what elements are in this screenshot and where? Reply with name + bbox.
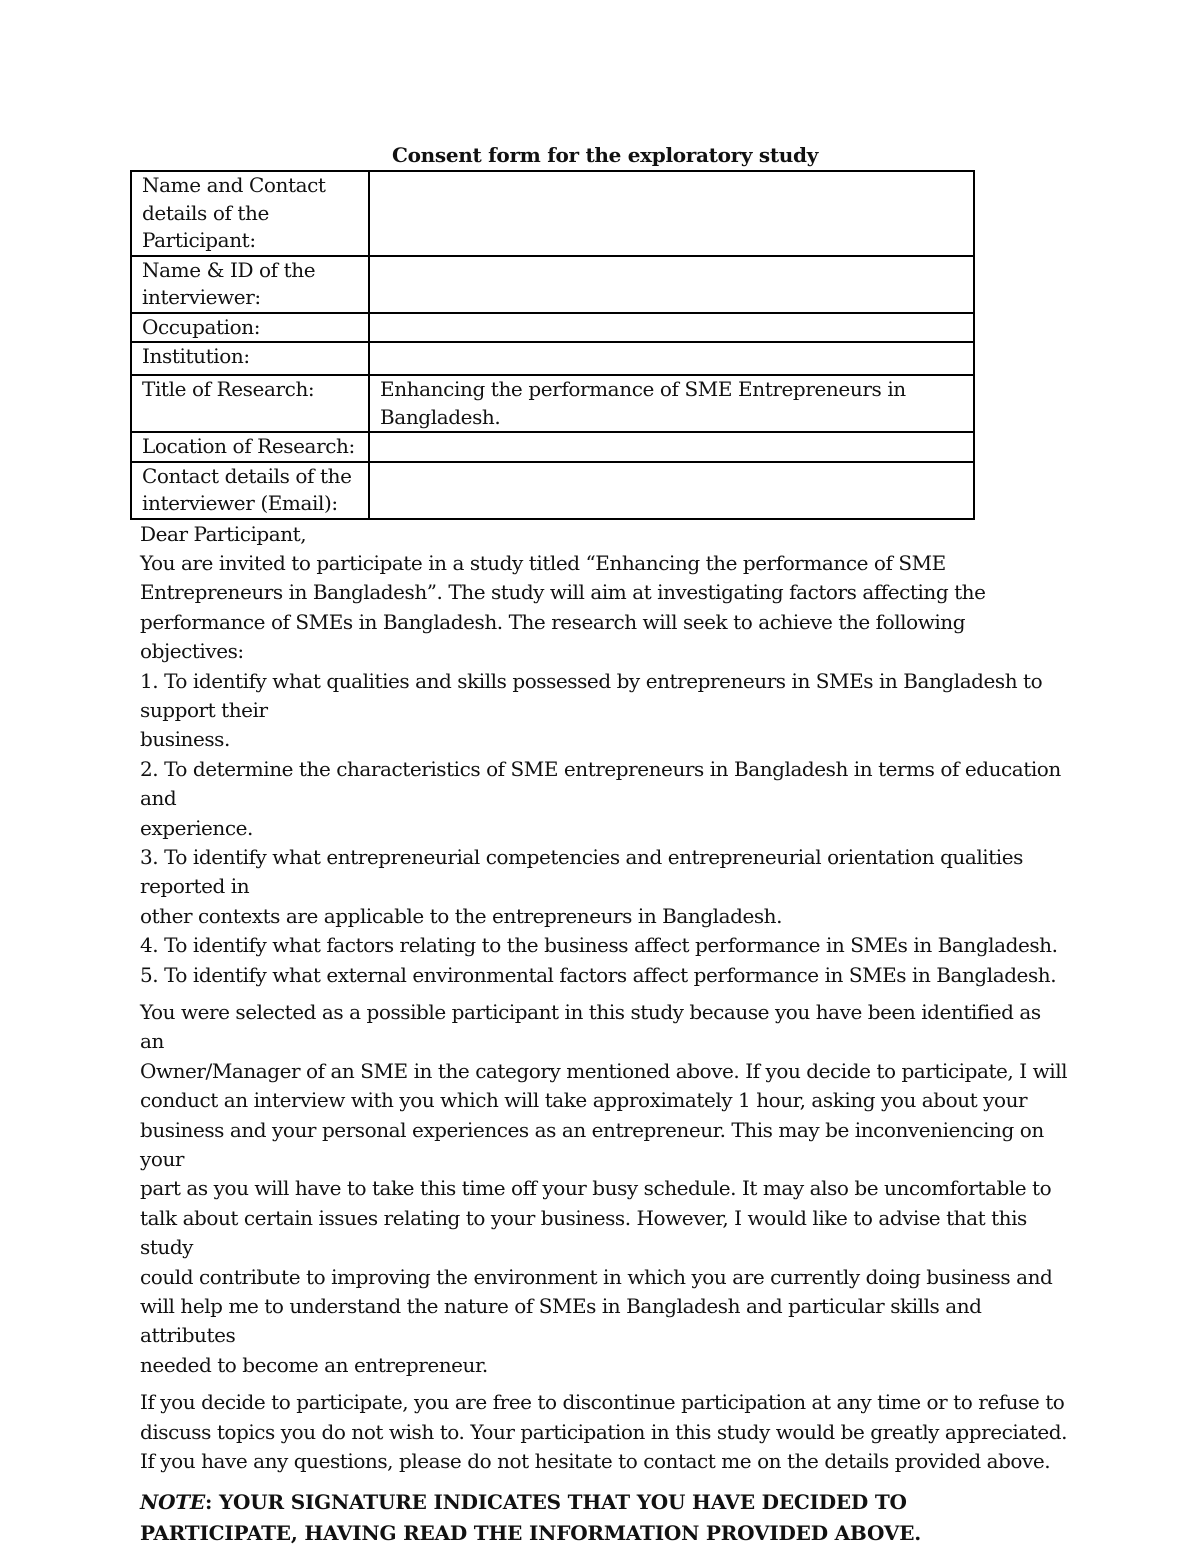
signature-note: NOTE: YOUR SIGNATURE INDICATES THAT YOU HAVE DECIDED TO PARTICIPATE, HAVING READ THE INFORMATION PROVIDED ABOVE. xyxy=(140,1489,922,1545)
objective-item: 4. To identify what factors relating to the business affect performance in SMEs in Bangladesh. xyxy=(140,933,1058,958)
row-label: Institution: xyxy=(131,342,369,375)
row-label: Location of Research: xyxy=(131,432,369,462)
objective-item: 5. To identify what external environmental factors affect performance in SMEs in Bangladesh. xyxy=(140,962,1057,987)
participant-info-table xyxy=(130,170,975,520)
row-label: Occupation: xyxy=(131,313,369,343)
intro-paragraph: Dear Participant, You are invited to participate in a study titled “Enhancing the performance of SME Entrepreneurs in Bangladesh”. The study will aim at investigating factors affecting the performance of SMEs in Bangladesh. The research will seek to achieve the following objectives: 1. To identify what qualities and skills possessed by entrepreneurs in SMEs in Bangladesh to support their business. 2. To determine the characteristics of SME entrepreneurs in Bangladesh in terms of education and experience. 3. To identify what entrepreneurial competencies and entrepreneurial orientation qualities reported in other contexts are applicable to the entrepreneurs in Bangladesh. 4. To identify what factors relating to the business affect performance in SMEs in Bangladesh. 5. To identify what external environmental factors affect performance in SMEs in Bangladesh. xyxy=(130,520,1070,991)
form-title: Consent form for the exploratory study xyxy=(391,143,819,167)
row-label: Title of Research: xyxy=(131,375,369,432)
participation-paragraph: If you decide to participate, you are free to discontinue participation at any time or to refuse to discuss topics you do not wish to. Your participation in this study would be greatly appreciated. If you have any questions, please do not hesitate to contact me on the details provided above. xyxy=(140,1390,1067,1474)
row-label: Contact details of the interviewer (Email): xyxy=(131,462,369,519)
objective-item: 3. To identify what entrepreneurial competencies and entrepreneurial orientation qualities xyxy=(140,844,1023,869)
objective-item: 1. To identify what qualities and skills possessed by entrepreneurs in SMEs in Bangladesh to xyxy=(140,668,1043,693)
table-row xyxy=(131,432,974,462)
table-row xyxy=(131,375,974,432)
note-label: NOTE xyxy=(140,1489,206,1514)
table-row xyxy=(131,256,974,313)
table-row xyxy=(131,313,974,343)
occupation-field[interactable] xyxy=(369,313,974,343)
consent-form-page xyxy=(130,140,1070,1549)
research-location-field[interactable] xyxy=(369,432,974,462)
row-label: Name & ID of the interviewer: xyxy=(131,256,369,313)
table-row xyxy=(131,462,974,519)
table-row xyxy=(131,171,974,256)
row-label: Name and Contact details of the Participant: xyxy=(131,171,369,256)
interviewer-email-field[interactable] xyxy=(369,462,974,519)
interviewer-name-id-field[interactable] xyxy=(369,256,974,313)
participant-contact-field[interactable] xyxy=(369,171,974,256)
table-row xyxy=(131,342,974,375)
institution-field[interactable] xyxy=(369,342,974,375)
selection-paragraph: You were selected as a possible participant in this study because you have been identified as an Owner/Manager of an SME in the category mentioned above. If you decide to participate, I will conduct an interview with you which will take approximately 1 hour, asking you about your business and your personal experiences as an entrepreneur. This may be inconveniencing on your part as you will have to take this time off your busy schedule. It may also be uncomfortable to talk about certain issues relating to your business. However, I would like to advise that this study could contribute to improving the environment in which you are currently doing business and will help me to understand the nature of SMEs in Bangladesh and particular skills and attributes needed to become an entrepreneur. xyxy=(140,1000,1068,1377)
research-title-value: Enhancing the performance of SME Entrepreneurs in Bangladesh. xyxy=(369,375,974,432)
objective-item: 2. To determine the characteristics of SME entrepreneurs in Bangladesh in terms of education xyxy=(140,756,1061,781)
